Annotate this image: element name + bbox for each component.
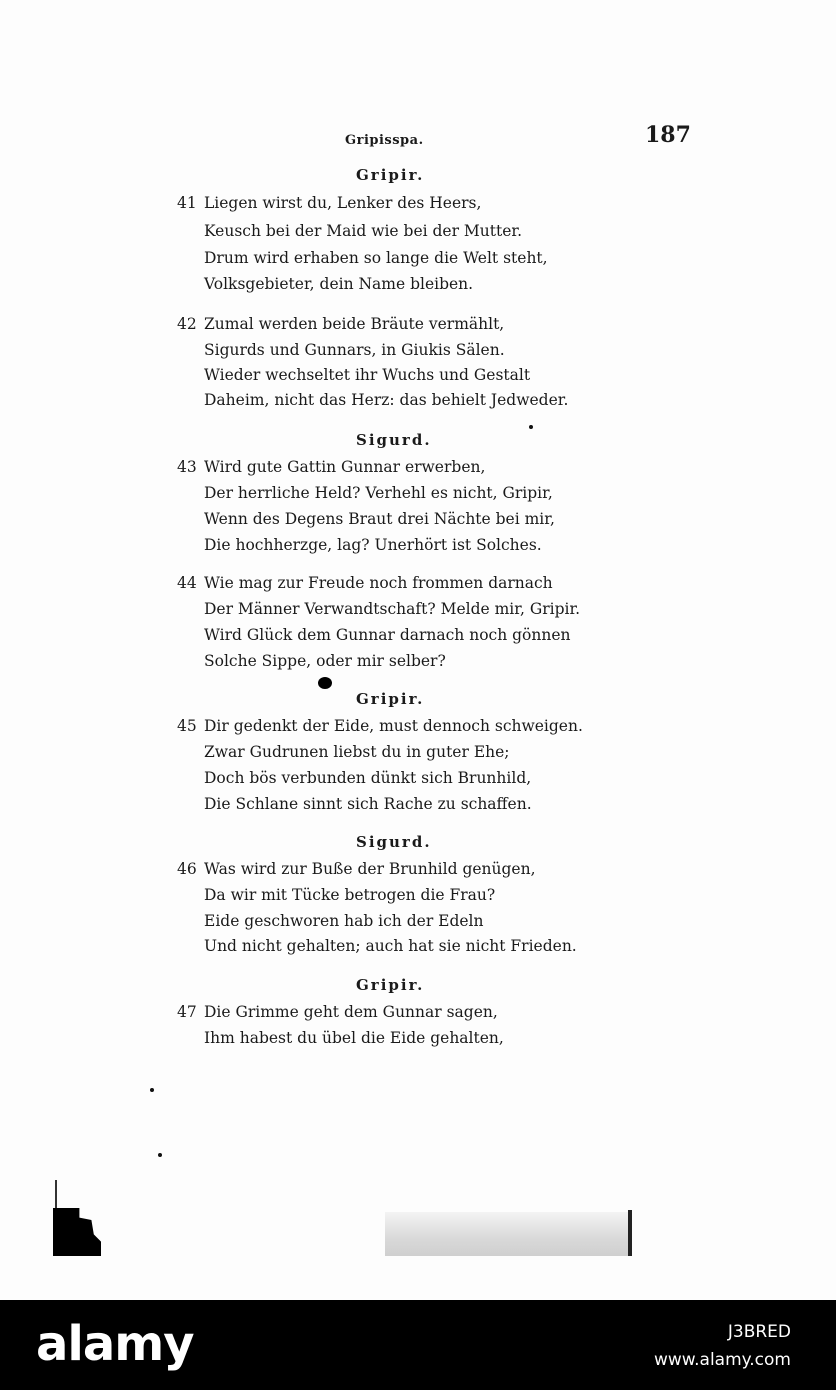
- stanza-number: 42: [177, 315, 197, 333]
- verse-line: Wird Glück dem Gunnar darnach noch gönnen: [204, 626, 571, 644]
- scan-edge-mark: [55, 1180, 57, 1210]
- scan-corner-shadow: [53, 1208, 101, 1256]
- verse-line: Und nicht gehalten; auch hat sie nicht Frieden.: [204, 937, 577, 955]
- verse-line: Doch bös verbunden dünkt sich Brunhild,: [204, 769, 532, 787]
- verse-line: Da wir mit Tücke betrogen die Frau?: [204, 886, 496, 904]
- verse-line: Dir gedenkt der Eide, must dennoch schweigen.: [204, 717, 583, 735]
- stanza-number: 45: [177, 717, 197, 735]
- verse-line: Was wird zur Buße der Brunhild genügen,: [204, 860, 536, 878]
- speaker-heading: Sigurd.: [356, 431, 432, 449]
- scan-shadow-strip: [385, 1212, 630, 1256]
- stanza-number: 44: [177, 574, 197, 592]
- verse-line: Wie mag zur Freude noch frommen darnach: [204, 574, 553, 592]
- verse-line: Der Männer Verwandtschaft? Melde mir, Gripir.: [204, 600, 581, 618]
- stanza-number: 47: [177, 1003, 197, 1021]
- page-number: 187: [645, 122, 691, 148]
- verse-line: Ihm habest du übel die Eide gehalten,: [204, 1029, 504, 1047]
- verse-line: Drum wird erhaben so lange die Welt steht,: [204, 249, 548, 267]
- verse-line: Sigurds und Gunnars, in Giukis Sälen.: [204, 341, 505, 359]
- verse-line: Die Grimme geht dem Gunnar sagen,: [204, 1003, 498, 1021]
- ink-blot: [318, 677, 332, 689]
- running-title: Gripisspa.: [345, 133, 424, 148]
- verse-line: Wieder wechseltet ihr Wuchs und Gestalt: [204, 366, 531, 384]
- verse-line: Daheim, nicht das Herz: das behielt Jedweder.: [204, 391, 569, 409]
- website-url: www.alamy.com: [653, 1350, 791, 1370]
- ink-speck: [150, 1088, 154, 1092]
- watermark-footer: [0, 1300, 836, 1390]
- stanza-number: 41: [177, 194, 197, 212]
- verse-line: Liegen wirst du, Lenker des Heers,: [204, 194, 482, 212]
- verse-line: Eide geschworen hab ich der Edeln: [204, 912, 484, 930]
- speaker-heading: Gripir.: [356, 976, 425, 994]
- verse-line: Die hochherzge, lag? Unerhört ist Solches.: [204, 536, 542, 554]
- verse-line: Wird gute Gattin Gunnar erwerben,: [204, 458, 486, 476]
- speaker-heading: Gripir.: [356, 690, 425, 708]
- verse-line: Der herrliche Held? Verhehl es nicht, Gripir,: [204, 484, 553, 502]
- verse-line: Zumal werden beide Bräute vermählt,: [204, 315, 505, 333]
- stanza-number: 43: [177, 458, 197, 476]
- verse-line: Keusch bei der Maid wie bei der Mutter.: [204, 222, 523, 240]
- ink-speck: [529, 425, 533, 429]
- ink-speck: [158, 1153, 162, 1157]
- verse-line: Solche Sippe, oder mir selber?: [204, 652, 446, 670]
- speaker-heading: Sigurd.: [356, 833, 432, 851]
- stanza-number: 46: [177, 860, 197, 878]
- scan-strip-edge: [628, 1210, 632, 1256]
- verse-line: Zwar Gudrunen liebst du in guter Ehe;: [204, 743, 510, 761]
- speaker-heading: Gripir.: [356, 166, 425, 184]
- verse-line: Wenn des Degens Braut drei Nächte bei mir,: [204, 510, 555, 528]
- stock-image-id: J3BRED: [727, 1322, 791, 1342]
- brand-logo: alamy: [36, 1316, 194, 1372]
- verse-line: Volksgebieter, dein Name bleiben.: [204, 275, 474, 293]
- verse-line: Die Schlane sinnt sich Rache zu schaffen.: [204, 795, 532, 813]
